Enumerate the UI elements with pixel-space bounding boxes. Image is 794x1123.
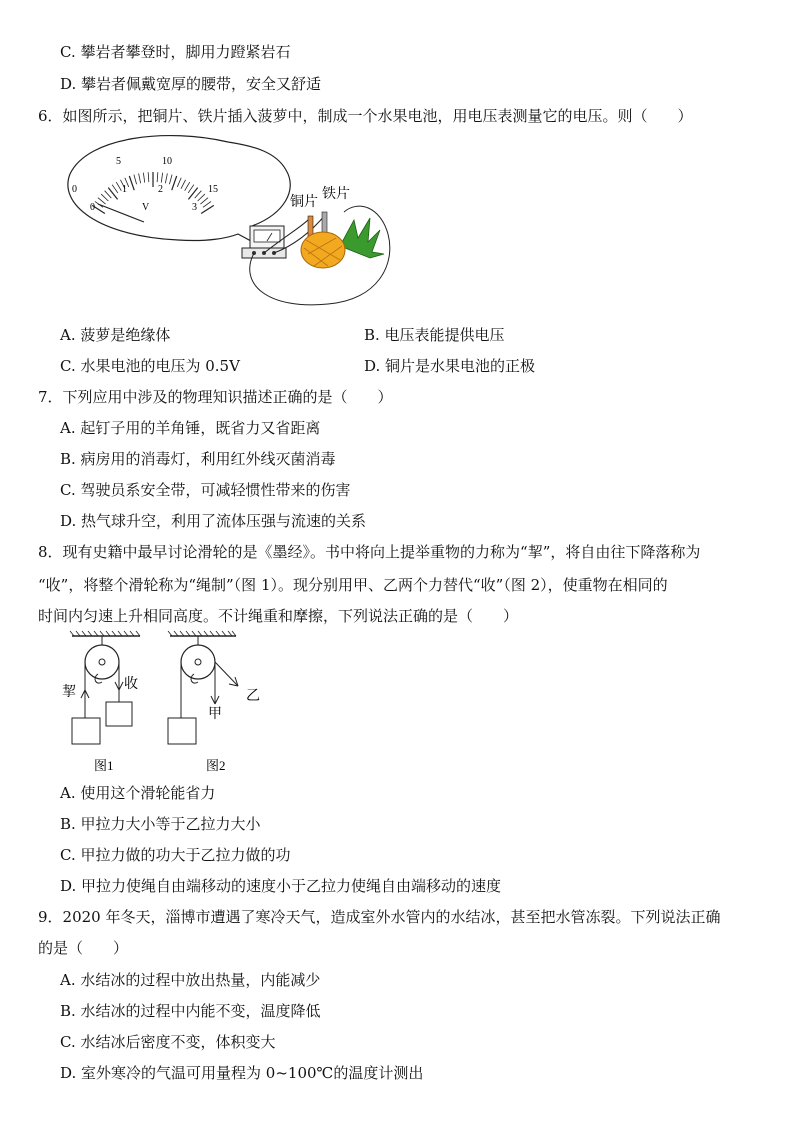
q9-option-a: A. 水结冰的过程中放出热量，内能减少 xyxy=(60,971,321,989)
scale-label-15: 15 xyxy=(208,184,218,195)
yi-label: 乙 xyxy=(246,689,260,704)
scale-label-5: 5 xyxy=(116,156,121,167)
scale-bottom-0: 0 xyxy=(90,202,95,213)
question-8-stem-1: 8．现有史籍中最早讨论滑轮的是《墨经》。书中将向上提举重物的力称为“挈”，将自由往下降落称为 xyxy=(38,543,701,561)
q9-option-d: D. 室外寒冷的气温可用量程为 0~100℃的温度计测出 xyxy=(60,1064,424,1082)
voltmeter-pineapple-figure xyxy=(58,134,398,312)
q7-option-d: D. 热气球升空，利用了流体压强与流速的关系 xyxy=(60,512,367,530)
q8-option-a: A. 使用这个滑轮能省力 xyxy=(60,784,216,802)
q6-option-c: C. 水果电池的电压为 0.5V xyxy=(60,357,240,375)
q9-option-c: C. 水结冰后密度不变，体积变大 xyxy=(60,1033,276,1051)
q8-option-b: B. 甲拉力大小等于乙拉力大小 xyxy=(60,815,261,833)
q7-option-b: B. 病房用的消毒灯，利用红外线灭菌消毒 xyxy=(60,450,336,468)
option-c-prev: C. 攀岩者攀登时，脚用力蹬紧岩石 xyxy=(60,43,291,61)
q8-option-d: D. 甲拉力使绳自由端移动的速度小于乙拉力使绳自由端移动的速度 xyxy=(60,877,502,895)
question-9-stem-2: 的是（ ） xyxy=(38,939,129,957)
jia-label: 甲 xyxy=(208,707,222,722)
pineapple-icon xyxy=(301,218,384,268)
question-7-stem: 7．下列应用中涉及的物理知识描述正确的是（ ） xyxy=(38,388,393,406)
pulley-figure xyxy=(58,628,268,776)
q8-option-c: C. 甲拉力做的功大于乙拉力做的功 xyxy=(60,846,291,864)
lift-label: 挈 xyxy=(62,685,76,700)
unit-label: V xyxy=(142,202,150,213)
down-label: 收 xyxy=(124,677,138,692)
question-8-stem-2: “收”，将整个滑轮称为“绳制”（图 1）。现分别用甲、乙两个力替代“收”（图 2），使重物在相同的 xyxy=(38,576,668,594)
scale-bottom-2: 2 xyxy=(158,184,163,195)
q7-option-a: A. 起钉子用的羊角锤，既省力又省距离 xyxy=(60,419,321,437)
copper-label: 铜片 xyxy=(290,195,318,210)
q9-option-b: B. 水结冰的过程中内能不变，温度降低 xyxy=(60,1002,321,1020)
question-6-stem: 6．如图所示，把铜片、铁片插入菠萝中，制成一个水果电池，用电压表测量它的电压。则（ ） xyxy=(38,107,693,125)
q6-option-d: D. 铜片是水果电池的正极 xyxy=(364,357,536,375)
q6-option-b: B. 电压表能提供电压 xyxy=(364,326,505,344)
fig2-caption: 图2 xyxy=(206,758,226,773)
q6-option-a: A. 菠萝是绝缘体 xyxy=(60,326,171,344)
scale-bottom-1: 1 xyxy=(122,184,127,195)
q7-option-c: C. 驾驶员系安全带，可减轻惯性带来的伤害 xyxy=(60,481,351,499)
scale-label-10: 10 xyxy=(162,156,172,167)
question-9-stem-1: 9．2020 年冬天，淄博市遭遇了寒冷天气，造成室外水管内的水结冰，甚至把水管冻裂。下列说法正确 xyxy=(38,908,721,926)
option-d-prev: D. 攀岩者佩戴宽厚的腰带，安全又舒适 xyxy=(60,75,322,93)
question-8-stem-3: 时间内匀速上升相同高度。不计绳重和摩擦，下列说法正确的是（ ） xyxy=(38,607,519,625)
fig1-caption: 图1 xyxy=(94,758,114,773)
scale-bottom-3: 3 xyxy=(192,202,197,213)
iron-label: 铁片 xyxy=(322,187,350,202)
scale-zero-top: 0 xyxy=(72,184,77,195)
